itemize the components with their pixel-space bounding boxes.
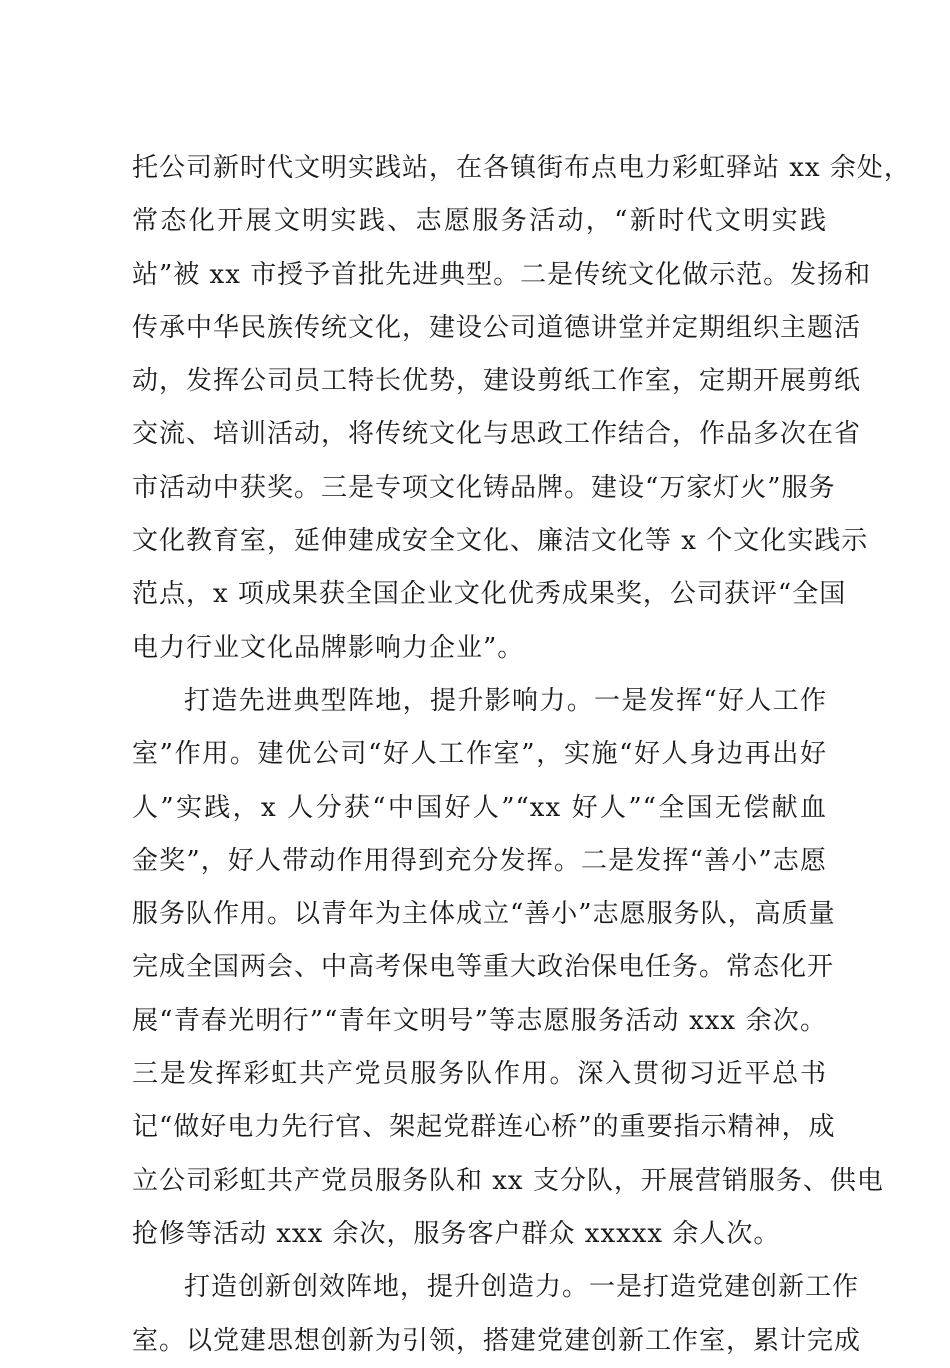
text-line: 抢修等活动 xxx 余次，服务客户群众 xxxxx 余人次。 [132,1218,781,1249]
text-line: 完成全国两会、中高考保电等重大政治保电任务。常态化开 [132,952,835,983]
text-line: 展“青春光明行”“青年文明号”等志愿服务活动 xxx 余次。 [132,1005,827,1036]
text-line: 立公司彩虹共产党员服务队和 xx 支分队，开展营销服务、供电 [132,1165,884,1196]
body-text [132,142,911,1368]
text-line: 记“做好电力先行官、架起党群连心桥”的重要指示精神，成 [132,1112,836,1143]
text-line: 交流、培训活动，将传统文化与思政工作结合，作品多次在省 [132,419,862,450]
text-line: 传承中华民族传统文化，建设公司道德讲堂并定期组织主题活 [132,312,862,343]
text-line: 室。以党建思想创新为引领，搭建党建创新工作室，累计完成 [132,1325,862,1356]
text-line: 室”作用。建优公司“好人工作室”，实施“好人身边再出好 [132,739,827,770]
text-line: 范点，x 项成果获全国企业文化优秀成果奖，公司获评“全国 [132,579,847,610]
text-line: 动，发挥公司员工特长优势，建设剪纸工作室，定期开展剪纸 [132,366,862,397]
paragraph-heading-line: 打造先进典型阵地，提升影响力。一是发挥“好人工作 [184,685,827,716]
text-line: 托公司新时代文明实践站，在各镇街布点电力彩虹驿站 xx 余处， [132,153,911,183]
text-line: 人”实践，x 人分获“中国好人”“xx 好人”“全国无偿献血 [132,792,827,823]
text-line: 金奖”，好人带动作用得到充分发挥。二是发挥“善小”志愿 [132,845,827,876]
text-line: 文化教育室，延伸建成安全文化、廉洁文化等 x 个文化实践示 [132,526,869,557]
text-line: 站”被 xx 市授予首批先进典型。二是传统文化做示范。发扬和 [132,259,872,290]
text-line: 服务队作用。以青年为主体成立“善小”志愿服务队，高质量 [132,899,836,930]
text-line: 常态化开展文明实践、志愿服务活动，“新时代文明实践 [132,206,827,237]
text-line: 三是发挥彩虹共产党员服务队作用。深入贯彻习近平总书 [132,1059,827,1090]
text-line: 电力行业文化品牌影响力企业”。 [132,632,525,663]
text-line: 市活动中获奖。三是专项文化铸品牌。建设“万家灯火”服务 [132,472,836,503]
paragraph-heading-line: 打造创新创效阵地，提升创造力。一是打造党建创新工作 [184,1272,860,1303]
